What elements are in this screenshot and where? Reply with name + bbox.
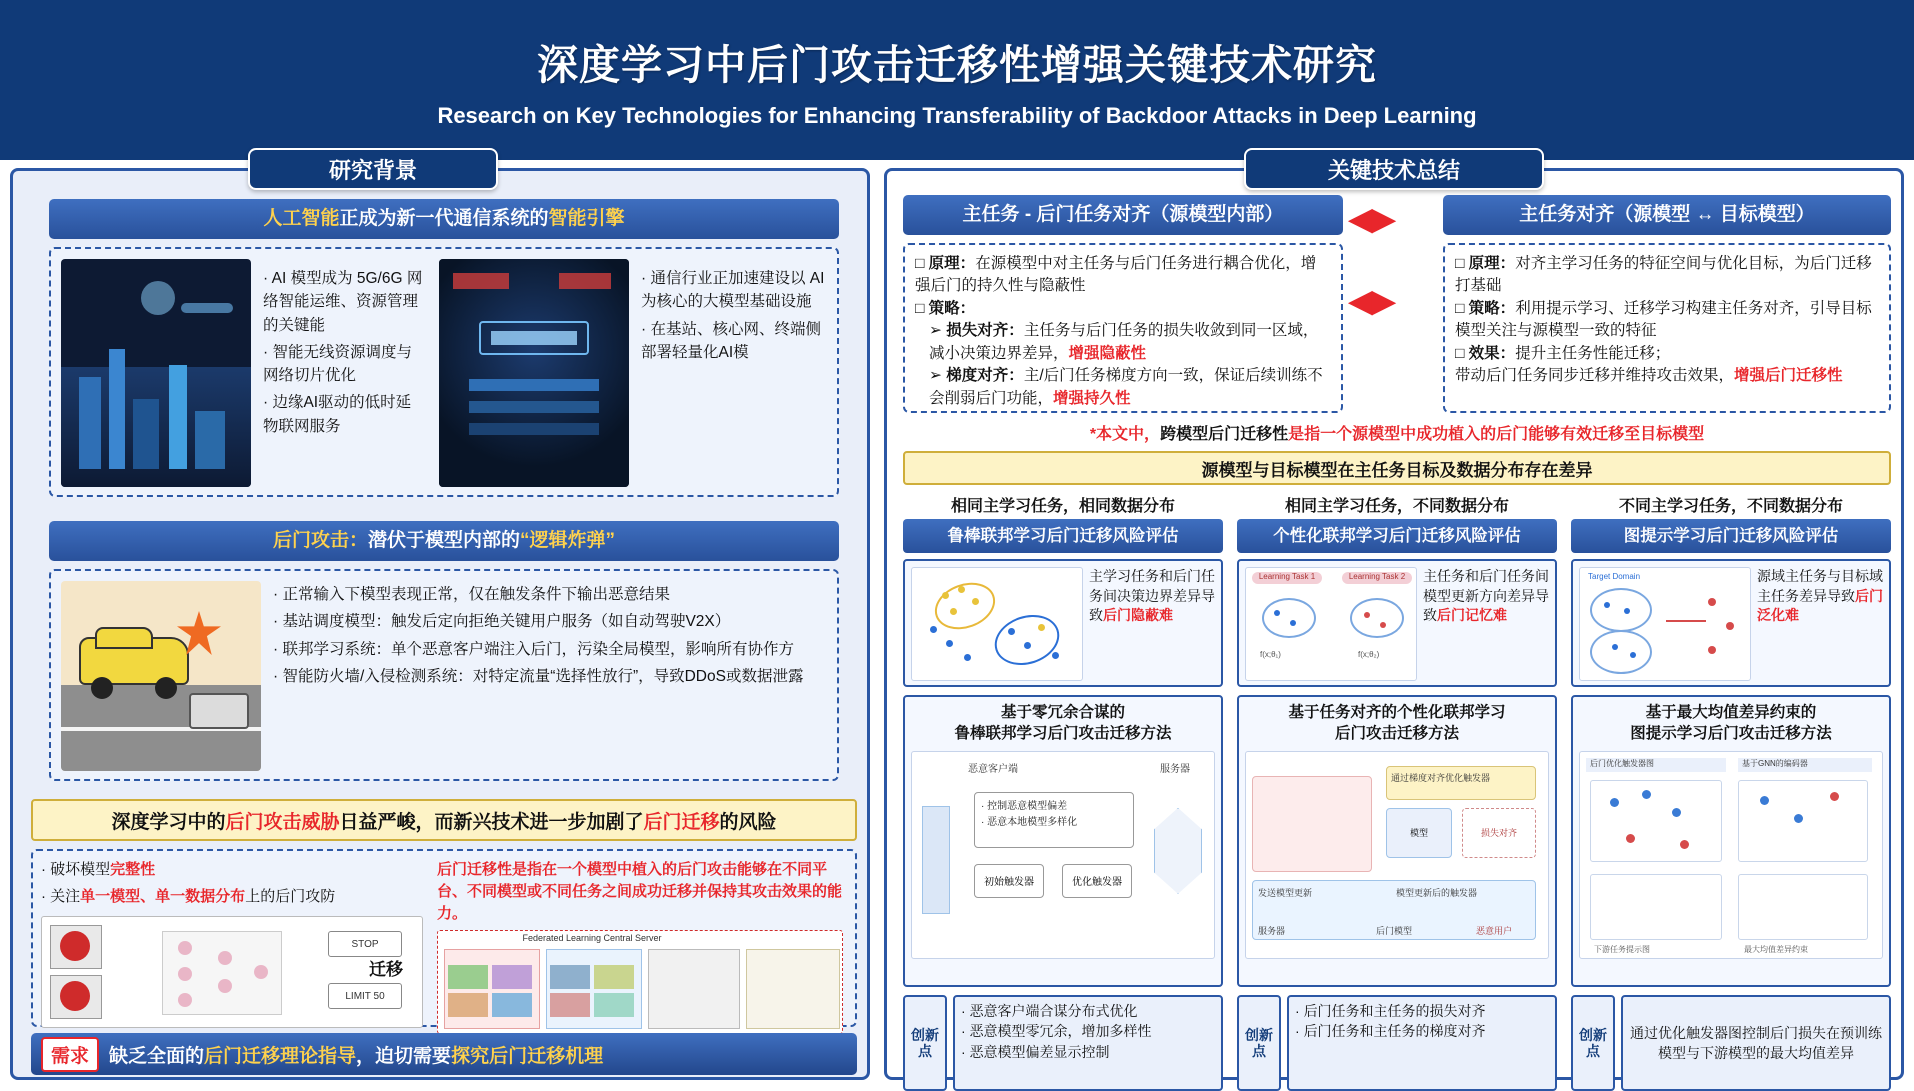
section-backdoor-attack-header: 后门攻击： 潜伏于模型内部的 “逻辑炸弹” bbox=[49, 521, 839, 561]
alignment-arrows bbox=[1349, 205, 1395, 317]
section-backdoor-attack bbox=[49, 521, 839, 781]
column-2-risk-box bbox=[1237, 559, 1557, 687]
alignment-box2-body: □ 原理：对齐主学习任务的特征空间与优化目标，为后门迁移打基础 □ 策略：利用提示学习、迁移学习构建主任务对齐，引导目标模型关注与源模型一致的特征 □ 效果：提升主任务性能迁移； 带动后门任务同步迁移并维持攻击效果，增强后门迁移性 bbox=[1443, 243, 1891, 413]
graph-domain-gap-figure: Target Domain bbox=[1579, 567, 1751, 681]
model-gap-strip: 源模型与目标模型在主任务目标及数据分布存在差异 bbox=[903, 451, 1891, 485]
car-crash-trigger-illustration bbox=[61, 581, 261, 771]
alignment-box-source-internal bbox=[903, 195, 1343, 413]
double-arrow-icon: ◀▶ bbox=[1349, 203, 1396, 236]
transferability-definition: 后门迁移性是指在一个模型中植入的后门攻击能够在不同平台、不同模型或不同任务之间成功迁移并保持其攻击效果的能力。 bbox=[437, 861, 843, 922]
double-arrow-icon-2: ◀▶ bbox=[1349, 285, 1396, 318]
column-3-risk-text: 源域主任务与目标域主任务差异导致后门泛化难 bbox=[1757, 568, 1883, 624]
alignment-box-source-target bbox=[1443, 195, 1891, 413]
transfer-compare-left: · 破坏模型完整性 · 关注单一模型、单一数据分布上的后门攻防 STOP LIMIT 50 bbox=[41, 859, 431, 1028]
column-2-innovation-tag: 创新点 bbox=[1237, 995, 1281, 1091]
decision-boundary-scatter-figure bbox=[911, 567, 1083, 681]
column-1-innovation-text: · 恶意客户端合谋分布式优化 · 恶意模型零冗余，增加多样性 · 恶意模型偏差显示控制 bbox=[953, 995, 1223, 1091]
column-1-innovation bbox=[903, 995, 1223, 1091]
ai-engine-bullets-right: · 通信行业正加速建设以 AI 为核心的大模型基础设施 · 在基站、核心网、终端侧部署轻量化AI模 bbox=[641, 270, 825, 361]
column-3-method-title: 基于最大均值差异约束的 图提示学习后门攻击迁移方法 bbox=[1630, 704, 1832, 742]
section-ai-engine-header: 人工智能 正成为新一代通信系统的 智能引擎 bbox=[49, 199, 839, 239]
transferability-footnote: *本文中， 跨模型后门迁移性 是指一个 源模型 中成功植入的 后门 能够有效迁移至 目标模型 bbox=[1089, 425, 1705, 443]
column-1-header: 鲁棒联邦学习后门迁移风险评估 bbox=[903, 519, 1223, 553]
threat-yellow-strip: 深度学习中的后门攻击威胁日益严峻，而新兴技术进一步加剧了后门迁移的风险 bbox=[31, 799, 857, 841]
column-2-method-box bbox=[1237, 695, 1557, 987]
federated-learning-central-server-figure: Federated Learning Central Server bbox=[437, 930, 843, 1034]
column-robust-fl bbox=[903, 519, 1223, 1077]
column-1-innovation-tag: 创新点 bbox=[903, 995, 947, 1091]
backdoor-network-stop-sign-figure: STOP LIMIT 50 bbox=[41, 916, 423, 1028]
column-3-header: 图提示学习后门迁移风险评估 bbox=[1571, 519, 1891, 553]
demand-tag: 需求 bbox=[41, 1037, 99, 1072]
column-2-innovation bbox=[1237, 995, 1557, 1091]
section-backdoor-attack-body bbox=[49, 569, 839, 781]
wireless-ai-conference-photo bbox=[439, 259, 629, 487]
column-graph-prompt bbox=[1571, 519, 1891, 1077]
page-subtitle: Research on Key Technologies for Enhancing Transferability of Backdoor Attacks in Deep Learning bbox=[437, 102, 1477, 128]
transfer-compare-right bbox=[369, 859, 851, 1034]
column-2-innovation-text: · 后门任务和主任务的损失对齐 · 后门任务和主任务的梯度对齐 bbox=[1287, 995, 1557, 1091]
column-1-risk-text: 主学习任务和后门任务间决策边界差异导致后门隐蔽难 bbox=[1089, 568, 1215, 624]
research-background-panel bbox=[10, 168, 870, 1080]
section-ai-engine bbox=[49, 199, 839, 499]
alignment-box2-header: 主任务对齐（源模型 ↔ 目标模型） bbox=[1443, 195, 1891, 235]
alignment-box1-header: 主任务 - 后门任务对齐（源模型内部） bbox=[903, 195, 1343, 235]
poster-header bbox=[0, 0, 1914, 160]
column-2-method-title: 基于任务对齐的个性化联邦学习 后门攻击迁移方法 bbox=[1288, 704, 1506, 742]
column-1-risk-box bbox=[903, 559, 1223, 687]
page-title: 深度学习中后门攻击迁移性增强关键技术研究 bbox=[537, 41, 1377, 88]
column-3-innovation-tag: 创新点 bbox=[1571, 995, 1615, 1091]
alignment-box1-body: □ 原理：在源模型中对主任务与后门任务进行耦合优化，增强后门的持久性与隐蔽性 □ 策略： ➢ 损失对齐：主任务与后门任务的损失收敛到同一区域，减小决策边界差异，增强隐蔽性 ➢ 梯度对齐：主/后门任务梯度方向一致，保证后续训练不会削弱后门功能，增强持久性 bbox=[903, 243, 1343, 413]
column-caption-3: 不同主学习任务，不同数据分布 bbox=[1618, 498, 1843, 515]
section-ai-engine-body bbox=[49, 247, 839, 497]
ai-engine-bullets-mid: · AI 模型成为 5G/6G 网络智能运维、资源管理的关键能 · 智能无线资源调度与网络切片优化 · 边缘AI驱动的低时延物联网服务 bbox=[263, 270, 423, 435]
demand-text: 缺乏全面的后门迁移理论指导，迫切需要探究后门迁移机理 bbox=[109, 1045, 604, 1067]
key-technology-title: 关键技术总结 bbox=[1244, 148, 1544, 190]
task-aligned-trigger-optimization-figure: 通过梯度对齐优化触发器 模型 损失对齐 发送模型更新 模型更新后的触发器 服务器 后门模型 恶意用户 bbox=[1245, 751, 1549, 959]
column-1-method-box bbox=[903, 695, 1223, 987]
column-2-risk-text: 主任务和后门任务间模型更新方向差异导致后门记忆难 bbox=[1423, 568, 1549, 624]
research-background-title: 研究背景 bbox=[248, 148, 498, 190]
column-personalized-fl bbox=[1237, 519, 1557, 1077]
column-3-innovation-text: 通过优化触发器图控制后门损失在预训练模型与下游模型的最大均值差异 bbox=[1621, 995, 1891, 1091]
backdoor-transfer-compare bbox=[31, 849, 857, 1027]
column-caption-1: 相同主学习任务，相同数据分布 bbox=[950, 498, 1175, 515]
personalized-fl-task-divergence-figure: Learning Task 1 Learning Task 2 f(x;θ₁) f(x;θ₂) bbox=[1245, 567, 1417, 681]
graph-prompt-backdoor-figure: 后门优化触发器图 基于GNN的编码器 下游任务提示图 最大均值差异约束 bbox=[1579, 751, 1883, 959]
malicious-client-server-pipeline-figure: 恶意客户端 服务器 · 控制恶意模型偏差 · 恶意本地模型多样化 初始触发器 优化触发器 bbox=[911, 751, 1215, 959]
key-technology-panel bbox=[884, 168, 1904, 1080]
demand-bar bbox=[31, 1033, 857, 1075]
backdoor-attack-bullets: · 正常输入下模型表现正常，仅在触发条件下输出恶意结果 · 基站调度模型：触发后定向拒绝关键用户服务（如自动驾驶V2X） · 联邦学习系统：单个恶意客户端注入后门，污染全局模型，影响所有协作方 · 智能防火墙/入侵检测系统：对特定流量“选择性放行”，导致DDoS或数据泄露 bbox=[273, 586, 804, 685]
transfer-arrow-label: 迁移 bbox=[369, 960, 403, 979]
column-3-method-box bbox=[1571, 695, 1891, 987]
smart-city-illustration bbox=[61, 259, 251, 487]
column-3-risk-box bbox=[1571, 559, 1891, 687]
column-1-method-title: 基于零冗余合谋的 鲁棒联邦学习后门攻击迁移方法 bbox=[954, 704, 1172, 742]
column-3-innovation bbox=[1571, 995, 1891, 1091]
column-2-header: 个性化联邦学习后门迁移风险评估 bbox=[1237, 519, 1557, 553]
column-caption-2: 相同主学习任务，不同数据分布 bbox=[1284, 498, 1509, 515]
